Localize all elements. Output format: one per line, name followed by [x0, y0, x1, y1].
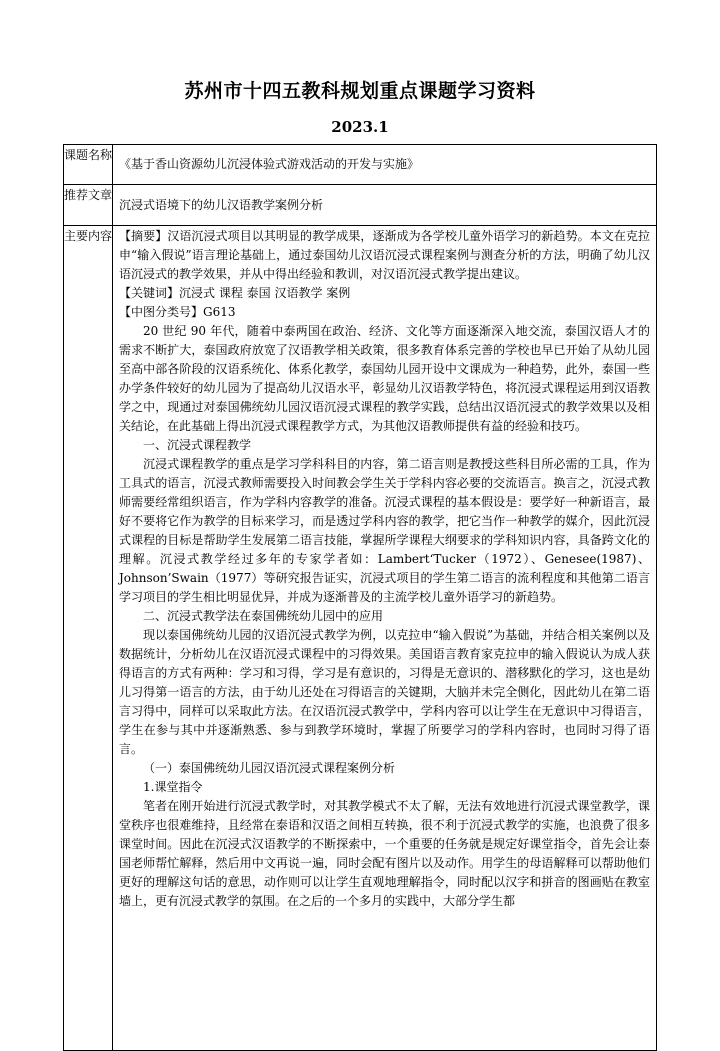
classification-paragraph: 【中图分类号】G613 — [119, 305, 236, 319]
topic-label: 课题名称 — [64, 145, 113, 185]
table-row-content — [64, 226, 657, 1051]
section-heading: 二、沉浸式教学法在泰国佛统幼儿园中的应用 — [143, 609, 384, 623]
table-row-article — [64, 185, 657, 226]
table-row-topic — [64, 145, 657, 185]
document-date: 2023.1 — [331, 118, 389, 136]
content-label: 主要内容 — [64, 226, 113, 1051]
body-paragraph: 笔者在刚开始进行沉浸式教学时，对其教学模式不太了解，无法有效地进行沉浸式课堂教学，课堂秩序也很难维持，且经常在泰语和汉语之间相互转换，很不利于沉浸式教学的实施，也浪费了很多课堂时间。因此在沉浸式汉语教学的不断探索中，一个重要的任务就是规定好课堂指令，首先会让泰国老师帮忙解释，然后用中文再说一遍，同时会配有图片以及动作。用学生的母语解释可以帮助他们更好的理解这句话的意思，动作则可以让学生直观地理解指令，同时配以汉字和拼音的图画贴在教室墙上，更有沉浸式教学的氛围。在之后的一个多月的实践中，大部分学生都 — [119, 799, 650, 908]
subsection-heading: （一）泰国佛统幼儿园汉语沉浸式课程案例分析 — [143, 761, 396, 775]
abstract-paragraph: 【摘要】汉语沉浸式项目以其明显的教学成果，逐渐成为各学校儿童外语学习的新趋势。本文在克拉申“输入假说”语言理论基础上，通过泰国幼儿汉语沉浸式课程案例与测查分析的方法，明确了幼儿汉语沉浸式的教学效果，并从中得出经验和教训，对汉语沉浸式教学提出建议。 — [119, 229, 650, 281]
topic-value: 《基于香山资源幼儿沉浸体验式游戏活动的开发与实施》 — [113, 145, 657, 185]
info-table — [63, 144, 657, 1051]
document-title: 苏州市十四五教科规划重点课题学习资料 — [184, 80, 536, 102]
keywords-paragraph: 【关键词】沉浸式 课程 泰国 汉语教学 案例 — [119, 286, 351, 300]
subsection-heading: 1.课堂指令 — [143, 780, 203, 794]
body-paragraph: 现以泰国佛统幼儿园的汉语沉浸式教学为例，以克拉申“输入假说”为基础，并结合相关案例以及数据统计，分析幼儿在汉语沉浸式课程中的习得效果。美国语言教育家克拉申的输入假说认为成人获得语言的方式有两种：学习和习得，学习是有意识的，习得是无意识的、潜移默化的学习，这也是幼儿习得第一语言的方法，由于幼儿还处在习得语言的关键期，大脑并未完全侧化，因此幼儿在第二语言习得中，同样可以采取此方法。在汉语沉浸式教学中，学科内容可以让学生在无意识中习得语言，学生在参与其中并逐渐熟悉、参与到教学环境时，掌握了所要学习的学科内容时，也同时习得了语言。 — [119, 628, 650, 756]
article-value: 沉浸式语境下的幼儿汉语教学案例分析 — [113, 185, 657, 226]
body-paragraph: 沉浸式课程教学的重点是学习学科科目的内容，第二语言则是教授这些科目所必需的工具，作为工具式的语言，沉浸式教师需要投入时间教会学生关于学科内容必要的交流语言。换言之，沉浸式教师需要经常组织语言，作为学科内容教学的准备。沉浸式课程的基本假设是：要学好一种新语言，最好不要将它作为教学的目标来学习，而是透过学科内容的教学，把它当作一种教学的媒介，因此沉浸式课程的目标是帮助学生发展第二语言技能，掌握所学课程大纲要求的学科知识内容，具备跨文化的理解。沉浸式教学经过多年的专家学者如：Lambert‘Tucker（1972）、Genesee(1987)、Johnson’Swain（1977）等研究报告证实，沉浸式项目的学生第二语言的流利程度和其他第二语言学习项目的学生相比明显优异，并成为逐渐普及的主流学校儿童外语学习的新趋势。 — [119, 457, 650, 604]
content-body — [113, 226, 657, 1051]
section-heading: 一、沉浸式课程教学 — [143, 438, 252, 452]
body-paragraph: 20 世纪 90 年代，随着中泰两国在政治、经济、文化等方面逐渐深入地交流，泰国汉语人才的需求不断扩大，泰国政府放宽了汉语教学相关政策，很多教育体系完善的学校也早已开始了从幼儿园至高中部各阶段的汉语系统化、体系化教学，泰国幼儿园开设中文课成为一种趋势，此外，泰国一些办学条件较好的幼儿园为了提高幼儿汉语水平，彰显幼儿汉语教学特色，将沉浸式课程运用到汉语教学之中，现通过对泰国佛统幼儿园汉语沉浸式课程的教学实践，总结出汉语沉浸式的教学效果以及相关结论，在此基础上得出沉浸式课程教学方式，为其他汉语教师提供有益的经验和技巧。 — [119, 324, 650, 433]
article-label: 推荐文章 — [64, 185, 113, 226]
